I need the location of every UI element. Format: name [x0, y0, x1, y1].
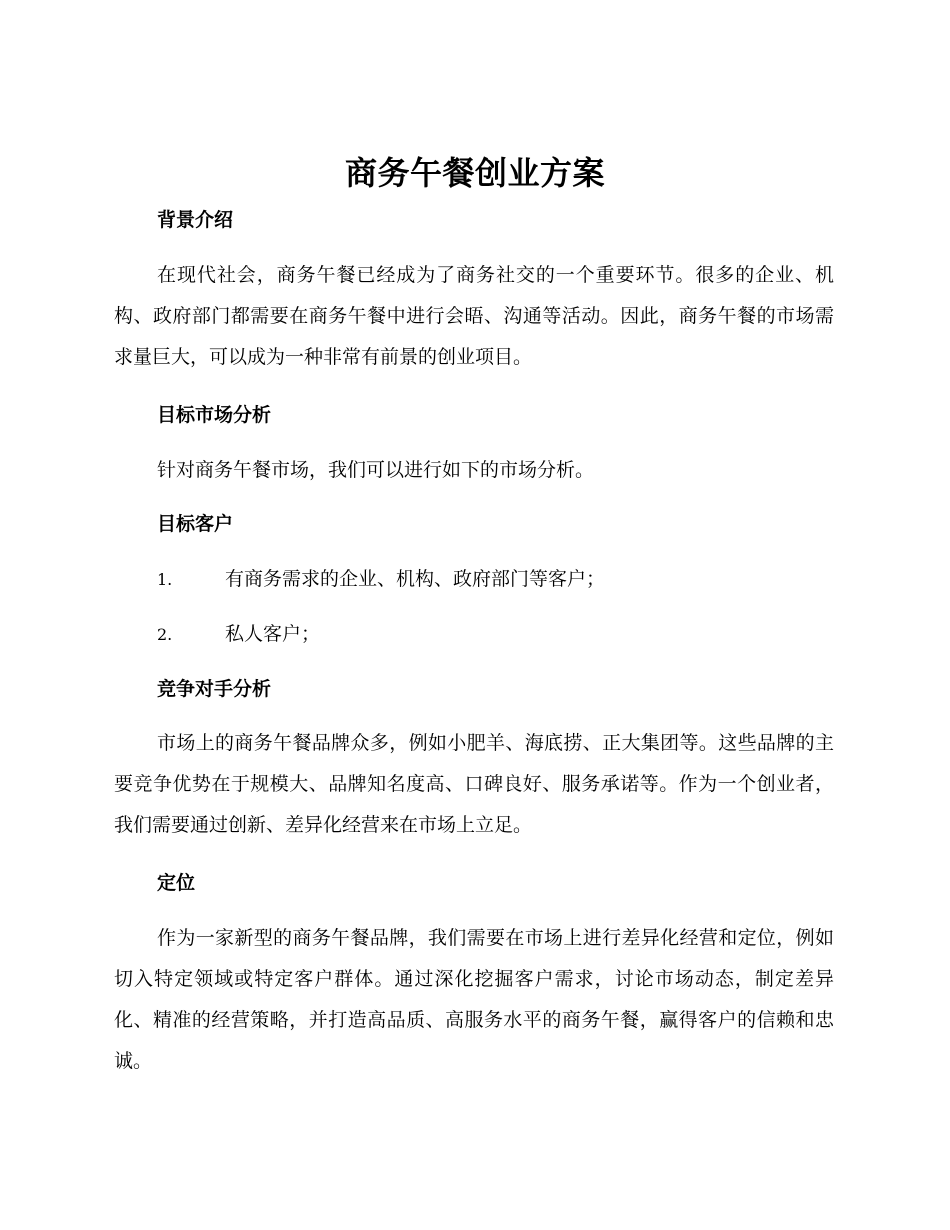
section-heading-positioning: 定位: [157, 872, 196, 894]
list-item-number: 2.: [157, 625, 173, 644]
section-paragraph-background: 在现代社会，商务午餐已经成为了商务社交的一个重要环节。很多的企业、机构、政府部门都需要在商务午餐中进行会晤、沟通等活动。因此，商务午餐的市场需求量巨大，可以成为一种非常有前景的创业项目。: [114, 264, 834, 368]
list-item: [157, 620, 320, 649]
list-item-number: 1.: [157, 570, 173, 589]
section-heading-market: 目标市场分析: [157, 404, 272, 426]
list-item-text: 有商务需求的企业、机构、政府部门等客户；: [225, 568, 606, 590]
section-heading-competitors: 竞争对手分析: [157, 678, 272, 700]
section-heading-background: 背景介绍: [157, 209, 234, 231]
document-title: 商务午餐创业方案: [344, 154, 605, 192]
section-heading-customers: 目标客户: [157, 513, 234, 535]
list-item: [157, 565, 605, 594]
section-paragraph-market: 针对商务午餐市场，我们可以进行如下的市场分析。: [157, 459, 595, 481]
section-paragraph-competitors: 市场上的商务午餐品牌众多，例如小肥羊、海底捞、正大集团等。这些品牌的主要竞争优势在于规模大、品牌知名度高、口碑良好、服务承诺等。作为一个创业者，我们需要通过创新、差异化经营来在市场上立足。: [114, 732, 834, 836]
section-paragraph-positioning: 作为一家新型的商务午餐品牌，我们需要在市场上进行差异化经营和定位，例如切入特定领域或特定客户群体。通过深化挖掘客户需求，讨论市场动态，制定差异化、精准的经营策略，并打造高品质、高服务水平的商务午餐，赢得客户的信赖和忠诚。: [114, 927, 834, 1072]
list-item-text: 私人客户；: [225, 623, 321, 645]
